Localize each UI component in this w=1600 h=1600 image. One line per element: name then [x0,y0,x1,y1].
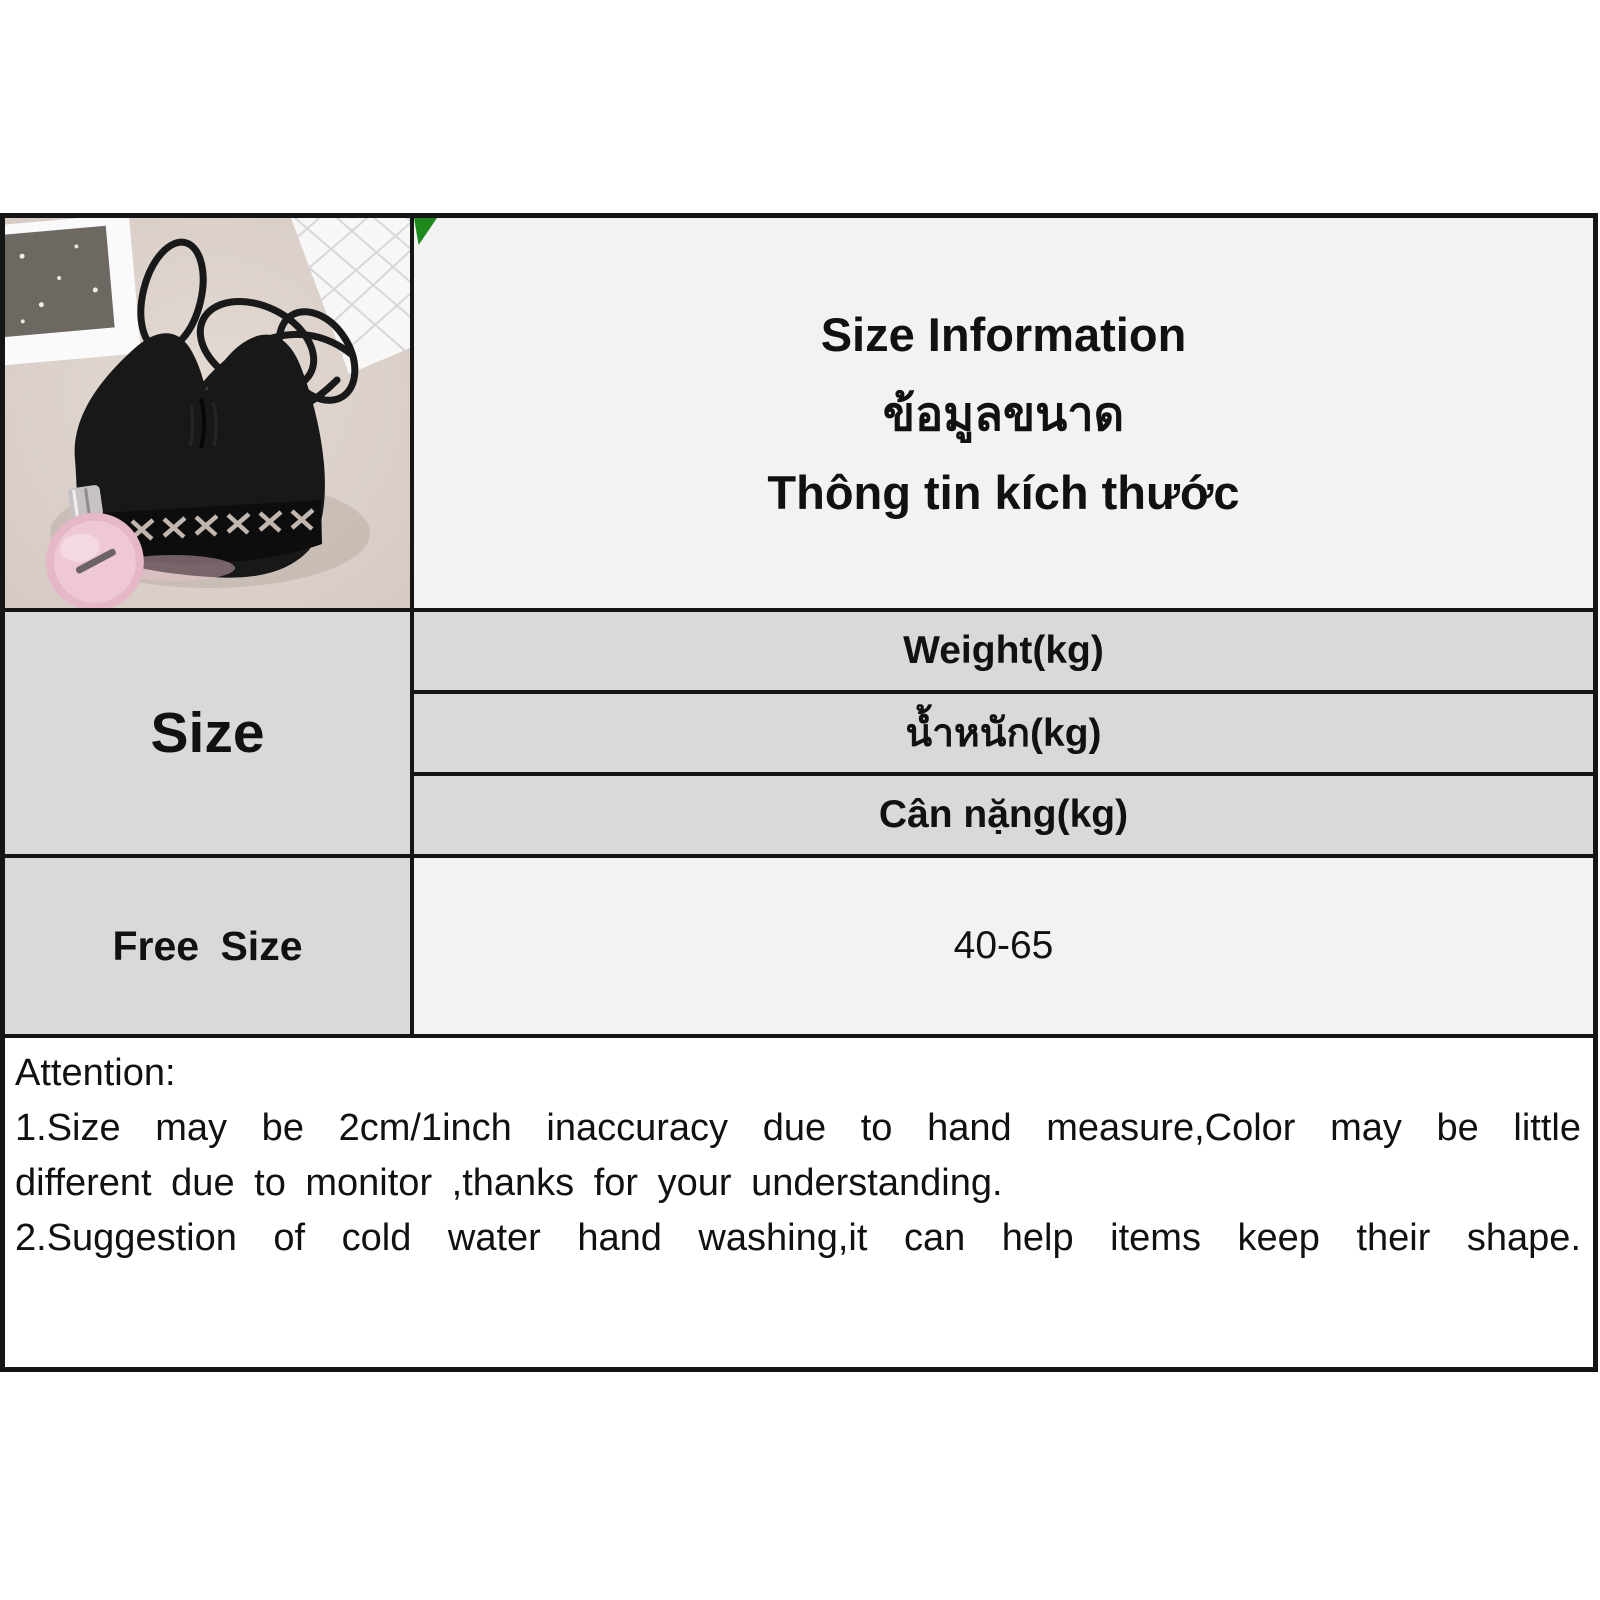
weight-header-th: น้ำหนัก(kg) [414,694,1593,772]
weight-header-vi: Cân nặng(kg) [414,776,1593,854]
product-photo [5,218,410,608]
polaroid-photo [5,218,141,366]
size-row-header: Size [5,612,410,854]
attention-heading: Attention: [15,1052,176,1094]
attention-note [5,1038,1593,1367]
size-info-table [0,213,1598,1372]
title-panel [414,218,1593,608]
attention-line-2: different due to monitor ,thanks for your understanding. [15,1162,1003,1204]
attention-line-1: 1.Size may be 2cm/1inch inaccuracy due to hand measure,Color may be little [15,1107,1581,1149]
product-photo-graphic [5,218,410,608]
title-vietnamese: Thông tin kích thước [767,465,1240,519]
weight-header-en: Weight(kg) [414,612,1593,690]
weight-range-cell: 40-65 [414,858,1593,1034]
size-value-cell: Free Size [5,858,410,1034]
attention-line-3: 2.Suggestion of cold water hand washing,it can help items keep their shape. [15,1217,1581,1259]
title-thai: ข้อมูลขนาด [882,386,1125,440]
green-corner-icon [414,218,437,245]
title-english: Size Information [820,307,1187,361]
